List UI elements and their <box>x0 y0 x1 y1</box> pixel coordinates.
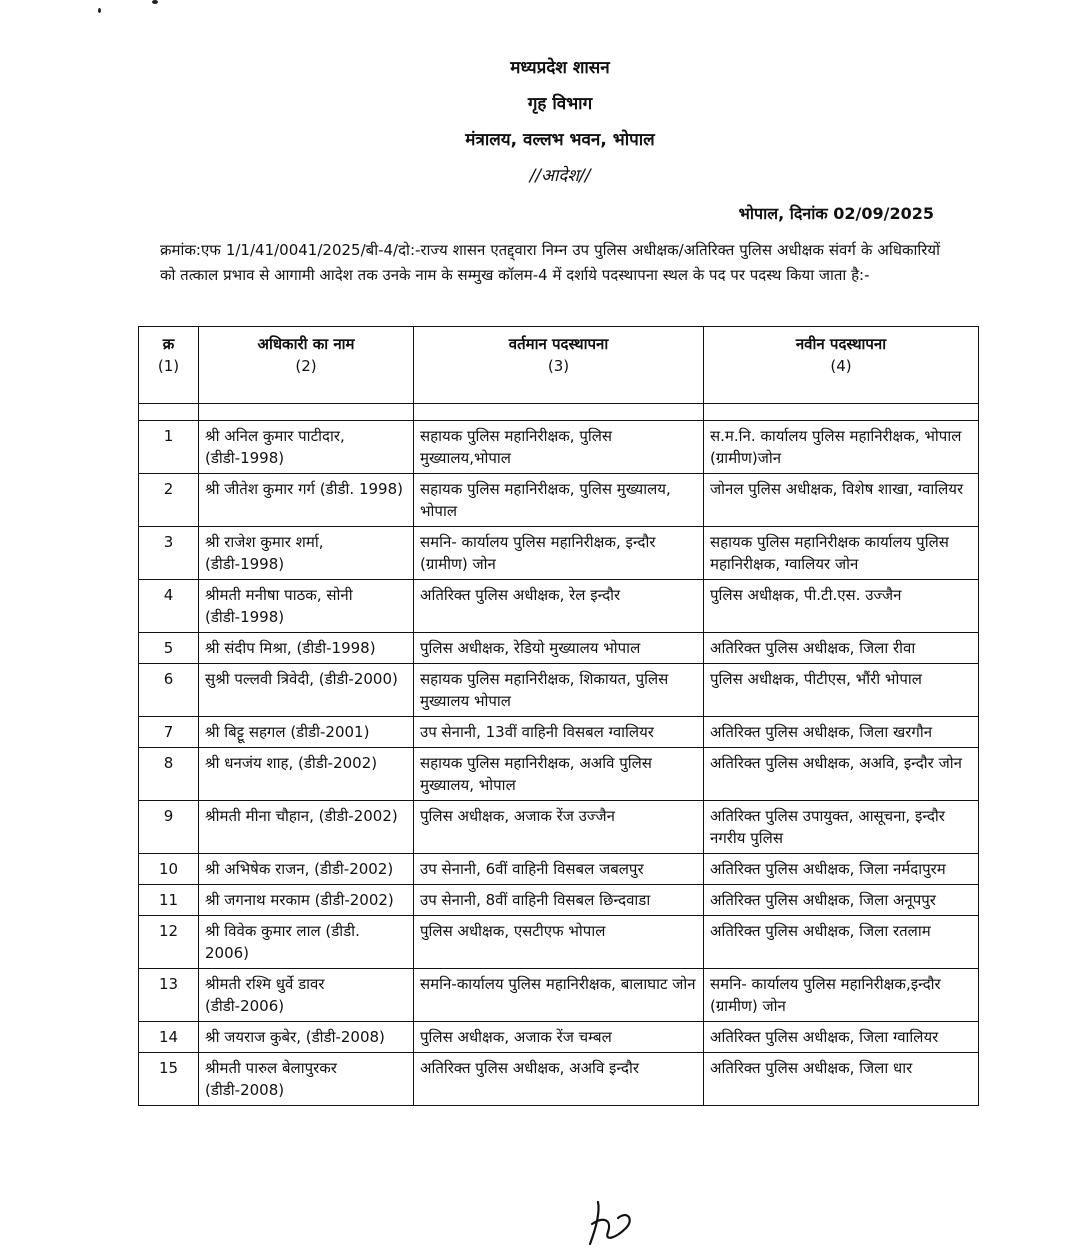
officer-name-cell: श्रीमती मनीषा पाठक, सोनी (डीडी-1998) <box>199 580 414 633</box>
table-row <box>139 664 979 717</box>
current-posting-cell: अतिरिक्त पुलिस अधीक्षक, अअवि इन्दौर <box>414 1053 704 1106</box>
new-posting-cell: अतिरिक्त पुलिस अधीक्षक, जिला धार <box>704 1053 979 1106</box>
table-row <box>139 633 979 664</box>
serial-cell: 13 <box>139 969 199 1022</box>
serial-cell: 9 <box>139 801 199 854</box>
table-row <box>139 748 979 801</box>
officer-name-cell: श्री अभिषेक राजन, (डीडी-2002) <box>199 854 414 885</box>
current-posting-cell: उप सेनानी, 13वीं वाहिनी विसबल ग्वालियर <box>414 717 704 748</box>
serial-cell: 4 <box>139 580 199 633</box>
new-posting-cell: अतिरिक्त पुलिस उपायुक्त, आसूचना, इन्दौर नगरीय पुलिस <box>704 801 979 854</box>
officer-name-cell: श्रीमती रश्मि धुर्वे डावर (डीडी-2006) <box>199 969 414 1022</box>
table-row <box>139 421 979 474</box>
current-posting-cell: समनि- कार्यालय पुलिस महानिरीक्षक, इन्दौर (ग्रामीण) जोन <box>414 527 704 580</box>
serial-cell: 3 <box>139 527 199 580</box>
new-posting-cell: अतिरिक्त पुलिस अधीक्षक, अअवि, इन्दौर जोन <box>704 748 979 801</box>
officer-name-cell: श्री राजेश कुमार शर्मा, (डीडी-1998) <box>199 527 414 580</box>
table-row <box>139 527 979 580</box>
table-row <box>139 801 979 854</box>
table-row <box>139 854 979 885</box>
serial-cell: 10 <box>139 854 199 885</box>
table-row <box>139 885 979 916</box>
table-row <box>139 717 979 748</box>
officer-name-cell: सुश्री पल्लवी त्रिवेदी, (डीडी-2000) <box>199 664 414 717</box>
header-address: मंत्रालय, वल्लभ भवन, भोपाल <box>465 130 655 150</box>
serial-cell: 12 <box>139 916 199 969</box>
current-posting-cell: पुलिस अधीक्षक, रेडियो मुख्यालय भोपाल <box>414 633 704 664</box>
table-row <box>139 969 979 1022</box>
officer-name-cell: श्री विवेक कुमार लाल (डीडी. 2006) <box>199 916 414 969</box>
scan-speck <box>152 0 158 4</box>
spacer-row <box>139 404 979 421</box>
transfer-table <box>138 326 979 1106</box>
new-posting-cell: जोनल पुलिस अधीक्षक, विशेष शाखा, ग्वालियर <box>704 474 979 527</box>
officer-name-cell: श्री अनिल कुमार पाटीदार, (डीडी-1998) <box>199 421 414 474</box>
new-posting-cell: अतिरिक्त पुलिस अधीक्षक, जिला ग्वालियर <box>704 1022 979 1053</box>
current-posting-cell: उप सेनानी, 8वीं वाहिनी विसबल छिन्दवाडा <box>414 885 704 916</box>
new-posting-cell: पुलिस अधीक्षक, पी.टी.एस. उज्जैन <box>704 580 979 633</box>
table-header-row <box>139 327 979 404</box>
new-posting-cell: सहायक पुलिस महानिरीक्षक कार्यालय पुलिस महानिरीक्षक, ग्वालियर जोन <box>704 527 979 580</box>
officer-name-cell: श्रीमती मीना चौहान, (डीडी-2002) <box>199 801 414 854</box>
new-posting-cell: अतिरिक्त पुलिस अधीक्षक, जिला अनूपपुर <box>704 885 979 916</box>
officer-name-cell: श्री जीतेश कुमार गर्ग (डीडी. 1998) <box>199 474 414 527</box>
current-posting-cell: पुलिस अधीक्षक, एसटीएफ भोपाल <box>414 916 704 969</box>
current-posting-cell: अतिरिक्त पुलिस अधीक्षक, रेल इन्दौर <box>414 580 704 633</box>
serial-cell: 7 <box>139 717 199 748</box>
new-posting-cell: अतिरिक्त पुलिस अधीक्षक, जिला रतलाम <box>704 916 979 969</box>
table-row <box>139 1053 979 1106</box>
header-department: गृह विभाग <box>527 94 593 114</box>
header-officer-name: अधिकारी का नाम (2) <box>199 327 414 404</box>
serial-cell: 6 <box>139 664 199 717</box>
new-posting-cell: अतिरिक्त पुलिस अधीक्षक, जिला खरगौन <box>704 717 979 748</box>
serial-cell: 2 <box>139 474 199 527</box>
officer-name-cell: श्री जयराज कुबेर, (डीडी-2008) <box>199 1022 414 1053</box>
header-government: मध्यप्रदेश शासन <box>510 58 610 78</box>
officer-name-cell: श्री जगनाथ मरकाम (डीडी-2002) <box>199 885 414 916</box>
serial-cell: 8 <box>139 748 199 801</box>
new-posting-cell: अतिरिक्त पुलिस अधीक्षक, जिला नर्मदापुरम <box>704 854 979 885</box>
order-date: भोपाल, दिनांक 02/09/2025 <box>738 204 934 223</box>
current-posting-cell: समनि-कार्यालय पुलिस महानिरीक्षक, बालाघाट जोन <box>414 969 704 1022</box>
serial-cell: 15 <box>139 1053 199 1106</box>
current-posting-cell: पुलिस अधीक्षक, अजाक रेंज उज्जैन <box>414 801 704 854</box>
table-row <box>139 916 979 969</box>
current-posting-cell: पुलिस अधीक्षक, अजाक रेंज चम्बल <box>414 1022 704 1053</box>
serial-cell: 5 <box>139 633 199 664</box>
header-serial: क्र (1) <box>139 327 199 404</box>
header-new-posting: नवीन पदस्थापना (4) <box>704 327 979 404</box>
header-current-posting: वर्तमान पदस्थापना (3) <box>414 327 704 404</box>
current-posting-cell: सहायक पुलिस महानिरीक्षक, पुलिस मुख्यालय,भोपाल <box>414 421 704 474</box>
table-row <box>139 580 979 633</box>
letterhead <box>340 50 780 194</box>
new-posting-cell: समनि- कार्यालय पुलिस महानिरीक्षक,इन्दौर (ग्रामीण) जोन <box>704 969 979 1022</box>
serial-cell: 11 <box>139 885 199 916</box>
current-posting-cell: उप सेनानी, 6वीं वाहिनी विसबल जबलपुर <box>414 854 704 885</box>
current-posting-cell: सहायक पुलिस महानिरीक्षक, पुलिस मुख्यालय, भोपाल <box>414 474 704 527</box>
current-posting-cell: सहायक पुलिस महानिरीक्षक, अअवि पुलिस मुख्यालय, भोपाल <box>414 748 704 801</box>
order-preamble: क्रमांक:एफ 1/1/41/0041/2025/बी-4/दो:-राज्य शासन एतद्द्वारा निम्न उप पुलिस अधीक्षक/अतिरिक्त पुलिस अधीक्षक संवर्ग के अधिकारियों को तत्काल प्रभाव से आगामी आदेश तक उनके नाम के सम्मुख कॉलम-4 में दर्शाये पदस्थापना स्थल के पद पर पदस्थ किया जाता है:- <box>160 241 940 284</box>
table-row <box>139 1022 979 1053</box>
current-posting-cell: सहायक पुलिस महानिरीक्षक, शिकायत, पुलिस मुख्यालय भोपाल <box>414 664 704 717</box>
officer-name-cell: श्री धनजंय शाह, (डीडी-2002) <box>199 748 414 801</box>
officer-name-cell: श्रीमती पारुल बेलापुरकर (डीडी-2008) <box>199 1053 414 1106</box>
officer-name-cell: श्री संदीप मिश्रा, (डीडी-1998) <box>199 633 414 664</box>
new-posting-cell: स.म.नि. कार्यालय पुलिस महानिरीक्षक, भोपाल (ग्रामीण)जोन <box>704 421 979 474</box>
scan-speck <box>98 8 101 13</box>
table-row <box>139 474 979 527</box>
serial-cell: 14 <box>139 1022 199 1053</box>
serial-cell: 1 <box>139 421 199 474</box>
signature-mark <box>582 1198 642 1248</box>
header-order-title: //आदेश// <box>529 166 591 186</box>
new-posting-cell: पुलिस अधीक्षक, पीटीएस, भौंरी भोपाल <box>704 664 979 717</box>
new-posting-cell: अतिरिक्त पुलिस अधीक्षक, जिला रीवा <box>704 633 979 664</box>
officer-name-cell: श्री बिट्टू सहगल (डीडी-2001) <box>199 717 414 748</box>
